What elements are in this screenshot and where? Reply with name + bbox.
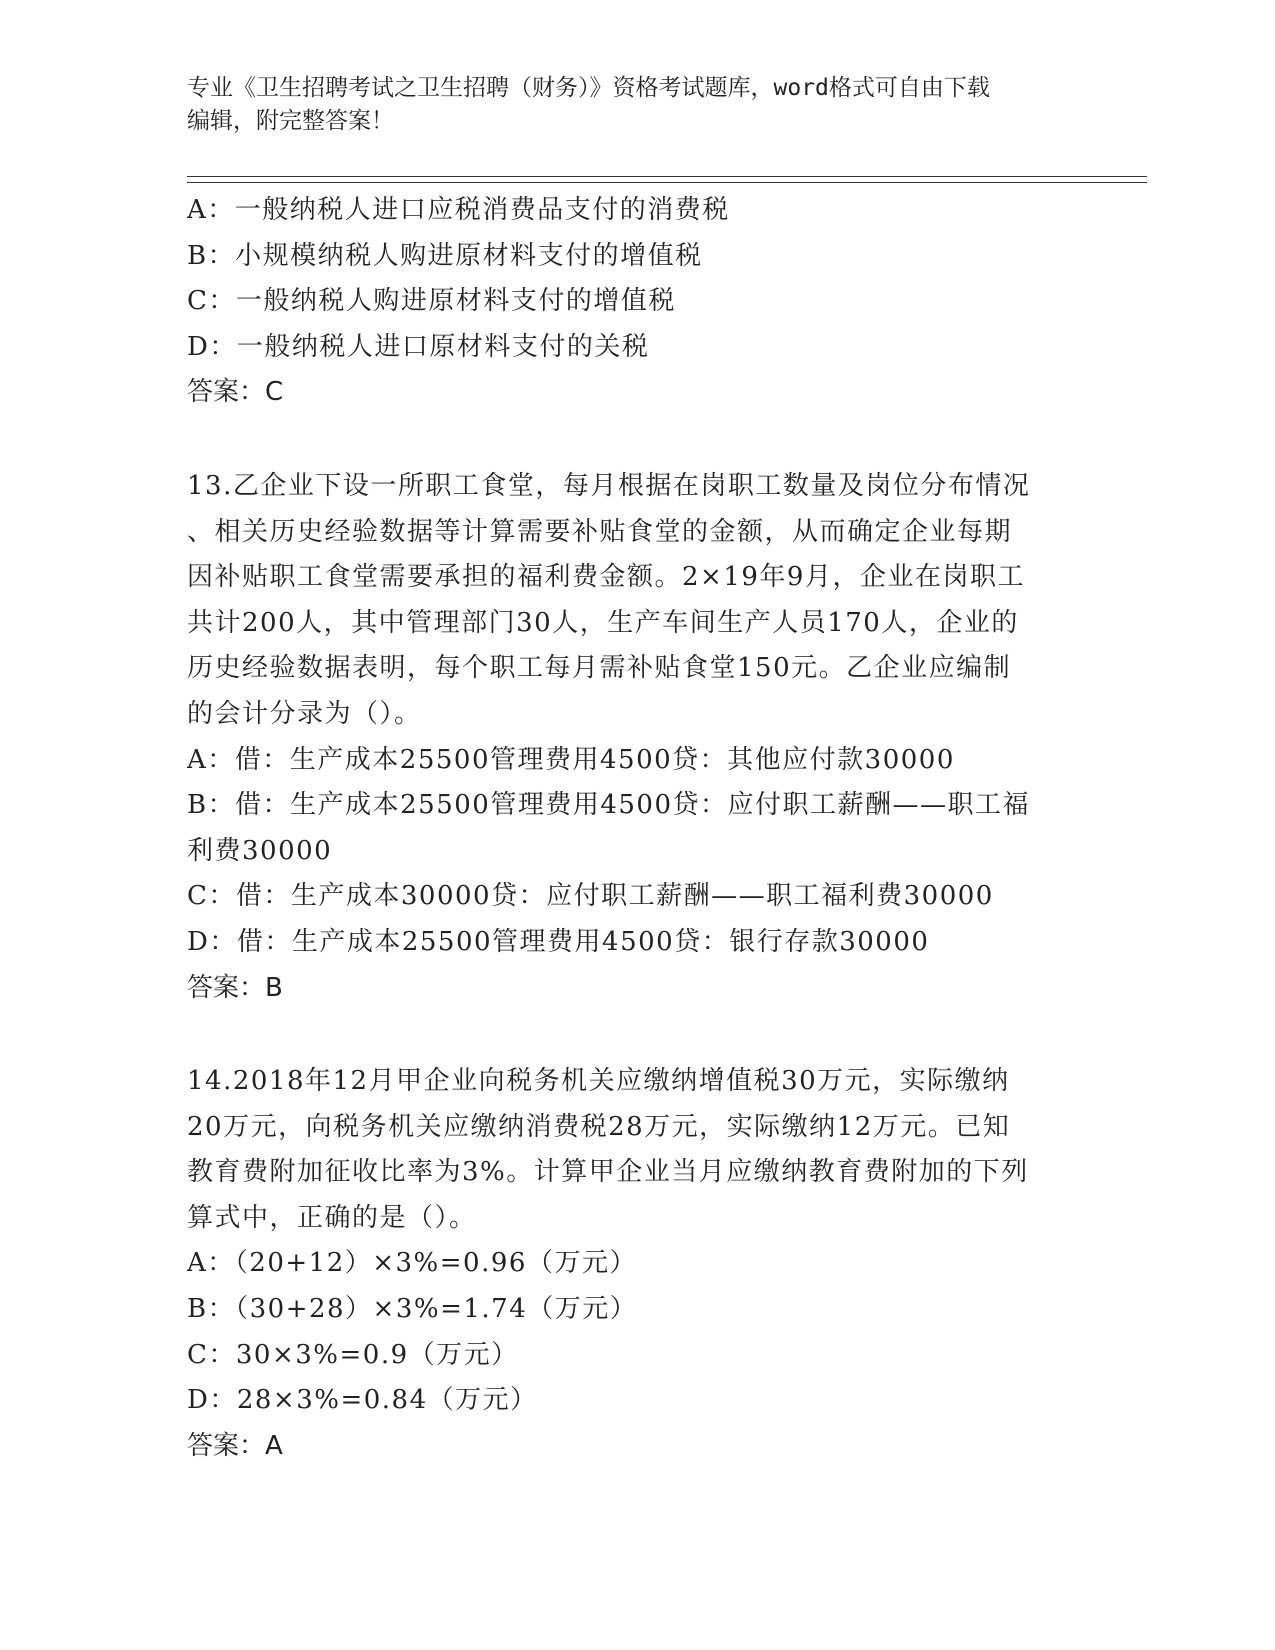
option-a: A：一般纳税人进口应税消费品支付的消费税 (187, 195, 730, 225)
option-a: A：借：生产成本25500管理费用4500贷：其他应付款30000 (187, 744, 955, 775)
question-13 (187, 464, 1077, 1011)
question-stem-line: 20万元，向税务机关应缴纳消费税28万元，实际缴纳12万元。已知 (187, 1111, 1011, 1142)
spacer (187, 416, 1077, 464)
answer-label: 答案：A (187, 1430, 283, 1461)
answer-label: 答案：B (187, 972, 283, 1003)
option-b-continued: 利费30000 (187, 835, 333, 866)
header-title-line-1: 专业《卫生招聘考试之卫生招聘（财务）》资格考试题库，word格式可自由下载 (187, 75, 990, 101)
option-c: C：30×3%=0.9（万元） (187, 1339, 519, 1370)
question-stem-line: 教育费附加征收比率为3%。计算甲企业当月应缴纳教育费附加的下列 (187, 1157, 1029, 1188)
option-b: B：小规模纳税人购进原材料支付的增值税 (187, 240, 703, 271)
question-stem-line: 14.2018年12月甲企业向税务机关应缴纳增值税30万元，实际缴纳 (187, 1066, 1010, 1097)
question-stem-line: 因补贴职工食堂需要承担的福利费金额。2×19年9月，企业在岗职工 (187, 562, 1025, 593)
question-stem-line: 历史经验数据表明，每个职工每月需补贴食堂150元。乙企业应编制 (187, 653, 1012, 684)
option-d: D：借：生产成本25500管理费用4500贷：银行存款30000 (187, 926, 930, 957)
document-body (187, 188, 1077, 1469)
question-12 (187, 188, 1077, 416)
answer-label: 答案：C (187, 377, 284, 408)
question-stem-line: 、相关历史经验数据等计算需要补贴食堂的金额，从而确定企业每期 (187, 516, 1013, 547)
header-divider (187, 176, 1147, 183)
option-c: C：一般纳税人购进原材料支付的增值税 (187, 286, 676, 317)
option-b: B：（30+28）×3%=1.74（万元） (187, 1294, 638, 1325)
option-d: D：28×3%=0.84（万元） (187, 1385, 538, 1416)
option-d: D：一般纳税人进口原材料支付的关税 (187, 331, 650, 362)
question-stem-line: 算式中，正确的是（）。 (187, 1202, 477, 1233)
spacer (187, 1011, 1077, 1059)
question-stem-line: 的会计分录为（）。 (187, 698, 422, 729)
option-b: B：借：生产成本25500管理费用4500贷：应付职工薪酬——职工福 (187, 790, 1030, 821)
document-header (187, 72, 1087, 138)
header-title-line-2: 编辑，附完整答案！ (187, 108, 394, 134)
question-stem-line: 共计200人，其中管理部门30人，生产车间生产人员170人，企业的 (187, 607, 1019, 638)
option-a: A：（20+12）×3%=0.96（万元） (187, 1248, 637, 1279)
question-stem-line: 13.乙企业下设一所职工食堂，每月根据在岗职工数量及岗位分布情况 (187, 470, 1031, 501)
option-c: C：借：生产成本30000贷：应付职工薪酬——职工福利费30000 (187, 881, 994, 912)
question-14 (187, 1059, 1077, 1469)
